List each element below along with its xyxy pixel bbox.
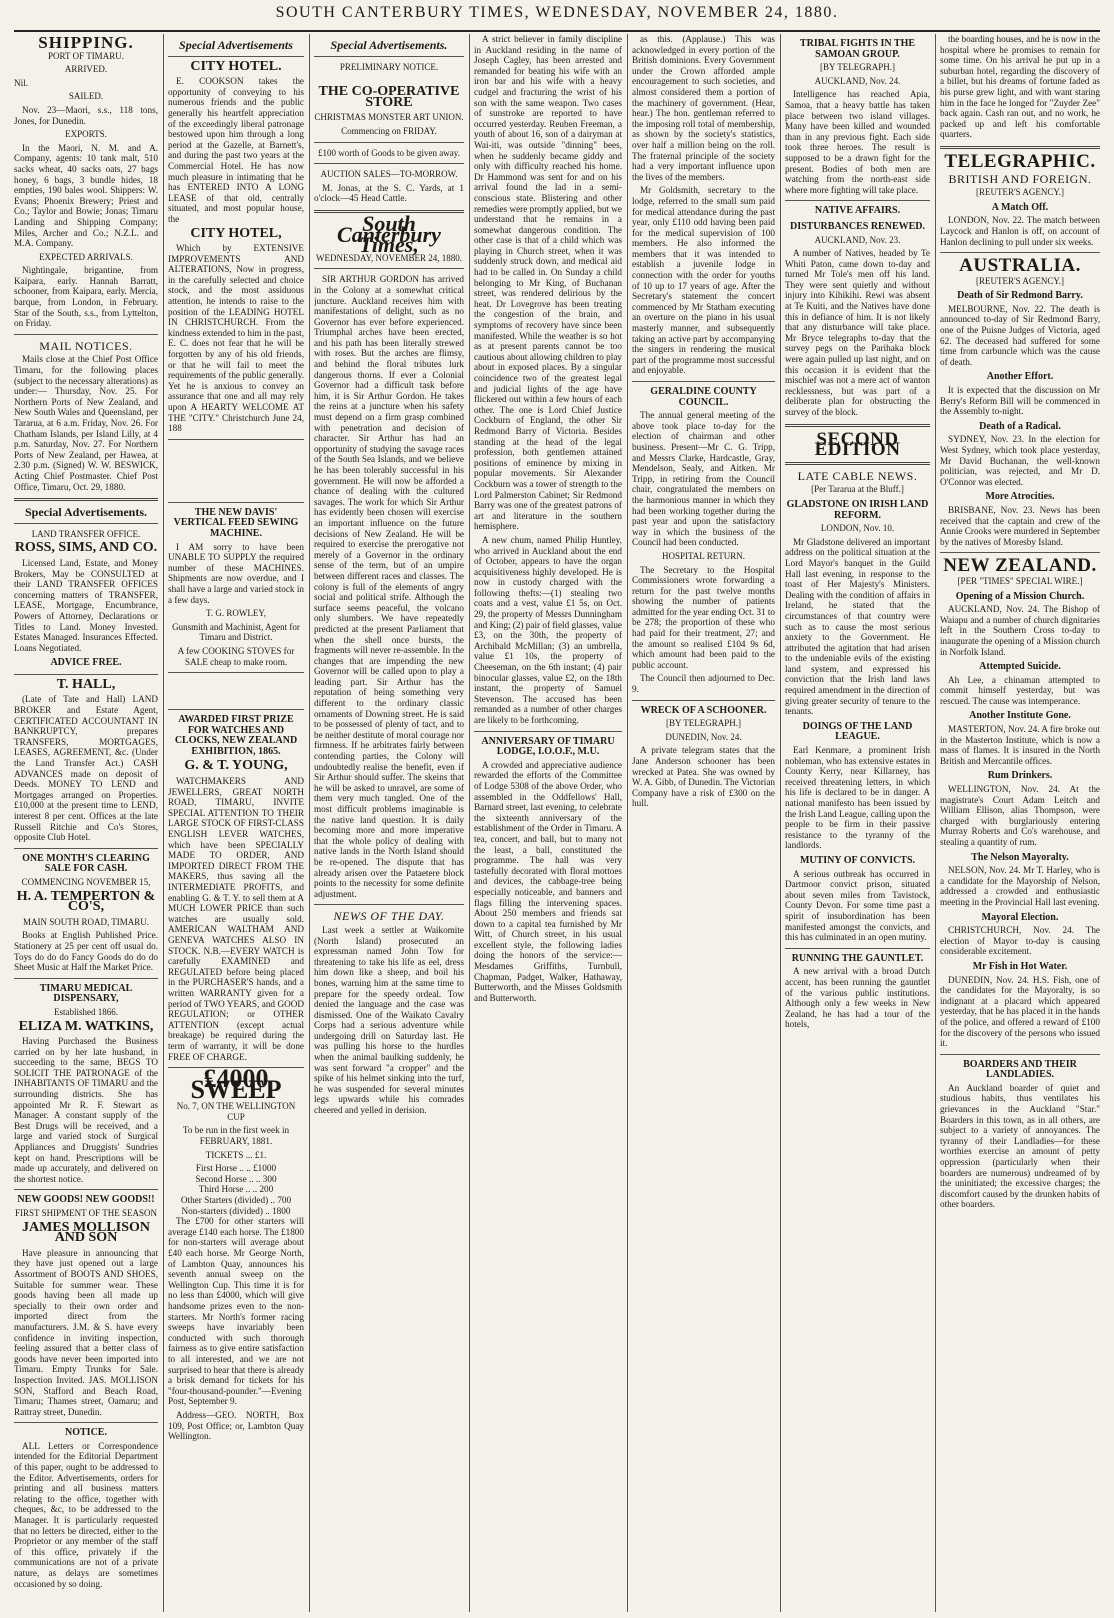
telegraphic-heading: TELEGRAPHIC. — [944, 150, 1096, 172]
column-divider — [309, 34, 310, 1612]
gladstone-date: LONDON, Nov. 10. — [820, 523, 895, 534]
land-office-heading: LAND TRANSFER OFFICE. — [31, 528, 141, 539]
fish-text: DUNEDIN, Nov. 24. H.S. Fish, one of the candidates for the Mayoralty, is so indignant at a placard which appeared yesterday, that he has placed it in the hands of the police, and offered a reward of £100 for the discovery of the persons who issued it. — [940, 974, 1100, 1049]
temperton-text: Books at English Published Price. Stationery at 25 per cent off usual do. Toys do do do Fancy Goods do do do Sheet Music at Half the Market Price. — [14, 930, 158, 973]
lodge-text: A crowded and appreciative audience rewarded the efforts of the Committee of Lodge 5308 of the above Order, who assembled in the Oddfellows' Hall, Barnard street, last evening, to celebrate the sixteenth anniversary of the establishment of the Order in Timaru. A tea, concert, and ball, but to many not the least, a ball, constituted the programme. The hall was very tastefully decorated with floral mottoes and devices, the cabbage-tree being especially noticeable, and banners and flags filling the intervening spaces. About 250 members and friends sat down to a capital tea furnished by Mr Witt, of Church street, in his usual excellent style, the following ladies doing the honors of the service:—Mesdames Griffiths, Turnbull, Chapman, Padget, Walker, Hathaway, Butterworth, and the Misses Goldsmith and Butterworth. — [474, 759, 622, 1003]
mutiny-heading: MUTINY OF CONVICTS. — [799, 854, 916, 866]
mail-heading: MAIL NOTICES. — [39, 338, 133, 353]
boarders-text: An Auckland boarder of quiet and studious habits, thus ventilates his grievances in the Auckland "Star." Boarders in this town, as in all others, are subject to a variety of annoyances. The tyranny of their Landladies—for these worthies exercise an amount of petty oppression (particularly when their boarders are numerous) undreamed of by the uninitiated; the excessive charges; the discomfort caused by the drunken habits of other boarders. — [940, 1082, 1100, 1210]
tickets-label: TICKETS ... £1. — [205, 1149, 267, 1160]
column-7 — [940, 34, 1100, 1612]
sailed-text: Nov. 23—Maori, s.s., 118 tons, Jones, for Dunedin. — [14, 104, 158, 126]
news-continued-2: A new chum, named Philip Huntley, who arrived in Auckland about the end of October, appears to have the organ acquisitiveness highly developed. He is now in custody charged with the following thefts:—(1) stealing two coats and a vest, value £1 5s, on Oct. 29, the property of Messrs Dunningham and King; (2) pair of field glasses, value £3, on the 30th, the property of Archibald McMillan; (3) an umbrella, value £1 10s, the property of Cheeseman, on the 6th instant; (4) pair binocular glasses, value £2, on the 18th instant, the property of Samuel Stevenson. The accused has been remanded as a number of other charges are likely to be forthcoming. — [474, 534, 622, 725]
column-5 — [632, 34, 775, 1612]
special-ads-heading: Special Advertisements — [179, 38, 293, 52]
fire-text: MASTERTON, Nov. 24. A fire broke out in the Masterton Institute, which is now a mass of flames. It is insured in the North British and Mercantile offices. — [940, 724, 1100, 766]
young-name: G. & T. YOUNG, — [184, 758, 288, 774]
late-cable-heading: LATE CABLE NEWS. — [797, 468, 918, 483]
dispensary-heading: TIMARU MEDICAL DISPENSARY, — [39, 982, 133, 1005]
rum-heading: Rum Drinkers. — [987, 770, 1053, 782]
sweep-text-2: The £700 for other starters will average £140 each horse. The £1800 for non-starters will average about £40 each horse. Mr George North, of Lambton Quay, announces his seventh annual sweep on the Wellington Cup. This time it is for no less than £4000, which will give handsome prizes even to the non-starters. Mr North's former racing sweeps have invariably been conducted with such thorough fairness as to give entire satisfaction to all interested, and we are not surprised to hear that there is already a brisk demand for tickets for his "four-thousand-pounder."—Evening Post, September 9. — [168, 1216, 304, 1407]
prize-row: Other Starters (divided) .. 700 — [180, 1195, 292, 1206]
reuter-agency-2: [REUTER'S AGENCY.] — [976, 275, 1064, 286]
council-heading: GERALDINE COUNTY COUNCIL. — [650, 386, 757, 408]
city-hotel-heading: CITY HOTEL. — [190, 58, 282, 74]
column-divider — [780, 34, 781, 1612]
arrived-text: Nil. — [14, 77, 29, 88]
by-telegraph: [BY TELEGRAPH.] — [820, 62, 895, 73]
second-edition-heading: SECOND EDITION — [814, 428, 901, 461]
temperton-name: H. A. TEMPERTON & CO'S, — [16, 888, 156, 915]
watkins-text: Having Purchased the Business carried on by her late husband, in succeeding to the same, BEGS TO SOLICIT THE PATRONAGE of the INHABITANTS OF TIMARU and the surrounding districts. She has appointed Mr R. F. Stewart as Manager. A constant supply of the Best Drugs will be received, and a large and varied stock of Surgical Appliances and Druggists' Sundries kept on hand. Prescriptions will be made up accurately, and delivered on the shortest notice. — [14, 1036, 158, 1184]
dispensary-established: Established 1866. — [54, 1006, 118, 1017]
auction-text: M. Jonas, at the S. C. Yards, at 1 o'clock—45 Head Cattle. — [314, 182, 464, 204]
notice-text: ALL Letters or Correspondence intended for the Editorial Department of this paper, ought to be addressed to the Editor. Advertisements, orders for printing and all business matters relating to the office, together with cheques, &c, to be addressed to the Manager. It is particularly requested that no letters be directed, either to the Proprietor or any member of the staff of this office, privately if the communications are not of a private nature, as delays are sometimes occasioned by so doing. — [14, 1440, 158, 1589]
rowley-name: T. G. ROWLEY, — [206, 608, 266, 619]
news-continued: A strict believer in family discipline in Auckland residing in the name of Joseph Cagley, has been arrested and remanded for beating his wife with an iron bar and his wife with a heavy cudgel and fracturing the wrist of his son with the same weapon. Two cases of sunstroke are reported to have occurred yesterday. Reuben Freeman, a youth of about 16, son of a dairyman at Wai-iti, was outside "dinning" bees, when he suddenly became giddy and only with difficulty reached his home. Dr Hammond was sent for and on his arrival found the lad in a semi-conscious state. Blistering and other remedies were promptly applied, but we understand that he remains in a somewhat dangerous condition. The other case is that of a child which was playing in Church street, when it was suddenly struck down, and medical aid had to be called in. On Sunday a child belonging to Mr King, of Buchanan street, was rendered delirious by the heat. Dr Lovegrove has been treating the congestion of the brain, and symptoms of recovery have since been manifested. While the weather is so hot as at present parents cannot be too cautious about allowing children to play about in exposed places. By a singular coincidence two of the greatest legal and judicial lights of the age have flickered out within a few hours of each other. The one is Lord Chief Justice Cockburn of England, the other Sir Redmond Barry of Victoria. Besides standing at the head of the legal profession, both gentlemen attained positions of eminence by mixing in popular movements. Sir Alexander Cockburn was a tower of strength to the Lord Palmerston Cabinet; Sir Redmond Barry was one of the greatest patrons of art and literature in the southern hemisphere. — [474, 34, 622, 532]
tribal-text: Intelligence has reached Apia, Samoa, that a heavy battle has taken place between two island villages. Many have been killed and wounded than in any previous fight. Each side took three heroes. The result is supposed to be a drawn fight for the present. Bodies of both men are watching from the north-east side where more fighting will take place. — [785, 89, 930, 195]
column-6 — [785, 34, 930, 1612]
top-rule — [14, 30, 1100, 32]
rowley-sub: Gunsmith and Machinist, Agent for Timaru and District. — [172, 621, 300, 643]
tribal-date: AUCKLAND, Nov. 24. — [814, 75, 901, 86]
prize-heading: AWARDED FIRST PRIZE FOR WATCHES AND CLOCKS, NEW ZEALAND EXHIBITION, 1865. — [174, 714, 298, 757]
fire-heading: Another Institute Gone. — [969, 710, 1071, 722]
effort-heading: Another Effort. — [986, 371, 1054, 383]
column-1 — [14, 34, 158, 1612]
gauntlet-continued: the boarding houses, and he is now in the hospital where he promises to remain for some time. On his arrival he put up in a suburban hotel, regarding the discovery of a billet, but his dreams of fortune faded as his purse grew light, and with want staring him in the face he longed for "Zuyder Zee" back again. Cash ran out, and no work, he packed up and left his comfortable quarters. — [940, 34, 1100, 140]
prize-row: Second Horse .. .. 300 — [195, 1173, 277, 1184]
mayoralty-heading: The Nelson Mayoralty. — [971, 851, 1069, 863]
native-text: A number of Natives, headed by Te Whiti Paton, came down to-day and turned Mr Tole's men off his land. They were sent quietly and without injury into Kihikihi. Rewi was absent at Te Kuiti, and the Natives have done this in defiance of him. It is not likely that any disturbance will take place. Mr Bryce telegraphs to-day that the survey pegs on the Parihaka block were again pulled up last night, and on this occasion it is evident that the mischief was not a mere act of wanton recklessness, but was part of a deliberate plan for obstructing the survey of the block. — [785, 248, 930, 417]
wreck-heading: WRECK OF A SCHOONER. — [640, 704, 767, 716]
city-hotel-text-2: Which by EXTENSIVE IMPROVEMENTS AND ALTERATIONS, Now in progress, in the carefully selected and choice stock, and the most assiduous attention, he intends to raise to the position of the LEADING HOTEL IN CHRISTCHURCH. From the kindness extended to him in the past, E. C. does not fear that he will be forgotten by any of his old friends, or that he will fail to meet the requirements of the public generally. Yet he is anxious to convey an assurance that one and all may rely upon A HEARTY WELCOME AT THE "CITY." Christchurch June 24, 188 — [168, 243, 304, 434]
hospital-text: The Secretary to the Hospital Commissioners wrote forwarding a return for the past twelve months showing the number of patients admitted for the year ending Oct. 31 to be 278; the proportion of these who had paid for their treatment, 27; and the amount so realised £104 9s 6d, which amount had been paid to the public account. — [632, 564, 775, 670]
column-divider — [163, 34, 164, 1612]
gauntlet-text: A new arrival with a broad Dutch accent, has been running the gauntlet of the various public institutions. Although only a few weeks in New Zealand, he has had a tour of the hotels, — [785, 966, 930, 1030]
prize-row: Third Horse .. .. 200 — [198, 1184, 274, 1195]
mollison-text: Have pleasure in announcing that they have just opened out a large Assortment of BOOTS AND SHOES, Suitable for summer wear. These goods having been all made up specially to their own order and imported direct from the manufacturers. J.M. & S. have every confidence in inviting inspection, feeling assured that a better class of goods have never been imported into Timaru. Empty Trunks for Sale. Inspection Invited. JAS. MOLLISON SON, Stafford and Beach Road, Timaru; Thames street, Oamaru; and Rattray street, Dunedin. — [14, 1247, 158, 1417]
column-divider — [469, 34, 470, 1612]
paper-title: South Canterbury Times, — [337, 210, 441, 258]
gladstone-heading: GLADSTONE ON IRISH LAND REFORM. — [786, 498, 929, 521]
match-heading: A Match Off. — [991, 201, 1049, 213]
new-goods-sub: FIRST SHIPMENT OF THE SEASON — [14, 1208, 158, 1218]
atrocities-heading: More Atrocities. — [985, 491, 1055, 503]
wreck-text: A private telegram states that the Jane Anderson schooner has been wrecked at Patea. She was owned by W. A. Gibb, of Dunedin. The Victorian Company have a risk of £300 on the hull. — [632, 745, 775, 809]
coop-text: Commencing on FRIDAY. — [341, 125, 437, 136]
per-tararua: [Per Tararua at the Bluff.] — [811, 484, 904, 495]
native-date: AUCKLAND, Nov. 23. — [814, 234, 901, 245]
coop-note: £100 worth of Goods to be given away. — [318, 147, 460, 158]
expected-label: EXPECTED ARRIVALS. — [39, 251, 133, 262]
disturbances-heading: DISTURBANCES RENEWED. — [789, 220, 926, 232]
sweep-heading: £4000 SWEEP — [190, 1064, 282, 1104]
clearing-heading: ONE MONTH'S CLEARING SALE FOR CASH. — [22, 852, 150, 875]
new-goods-heading: NEW GOODS! NEW GOODS!! — [17, 1194, 155, 1206]
coop-sub: CHRISTMAS MONSTER ART UNION. — [314, 112, 464, 123]
reuter-agency: [REUTER'S AGENCY.] — [976, 187, 1064, 198]
boarders-heading: BOARDERS AND THEIR LANDLADIES. — [963, 1058, 1077, 1081]
atrocities-text: BRISBANE, Nov. 23. News has been received that the captain and crew of the Annie Crooks were murdered in September by the natives of Moresby Island. — [940, 504, 1100, 547]
exports-text: In the Maori, N. M. and A. Company, agents: 10 tank malt, 510 sacks wheat, 40 sacks oats, 27 bags honey, 6 bags, 3 bundle hides, 18 empties, 190 bales wool. Shippers: W. Evans; Phoenix Brewery; Priest and Co.; Taylor and Bowie; Jonas; Timaru Landing and Shipping Company; Miles, Archer and Co.; N.Z.L. and M.A. Company. — [14, 142, 158, 249]
ross-text: Licensed Land, Estate, and Money Brokers, May be CONSULTED at their LAND TRANSFER OFFICES concerning matters of TRANSFER, LEASE, Mortgage, Encumbrance, Powers of Attorney, Declarations or Titles to Land. Money Invested. Estates Managed. Insurances Effected. Loans Negotiated. — [14, 557, 158, 653]
prize-row: Non-starters (divided) .. 1800 — [181, 1205, 291, 1216]
gladstone-text: Mr Gladstone delivered an important address on the political situation at the Lord Mayor's banquet in the Guild Hall last evening, in response to the toast of Her Majesty's Ministers. Dealing with the condition of affairs in Ireland, he stated that the circumstances of that country were such as to cause the most serious anxiety to the Government. He attributed the agitation that had arisen to the undeniable evils of the existing land system, and expressed his conviction that the Irish land laws required amendment in the direction of giving greater security of tenure to the tenants. — [785, 536, 930, 717]
australia-heading: AUSTRALIA. — [959, 255, 1081, 277]
prize-list — [168, 1163, 304, 1216]
new-zealand-heading: NEW ZEALAND. — [943, 555, 1097, 577]
news-heading: NEWS OF THE DAY. — [333, 909, 445, 924]
lodge-continued-2: Mr Goldsmith, secretary to the lodge, referred to the small sum paid for medical attendance during the past year, only £110 odd having been paid for the medical supervision of 100 members. He also informed the members that it was intended to establish a juvenile lodge in connection with the order for youths of 10 up to 17 years of age. After the Secretary's statement the concert commenced by Mr Statham executing an overture on the piano in his usual masterly manner, and subsequently taking an active part by accompanying the singers in rendering the musical part of the programme most successful and enjoyable. — [632, 185, 775, 376]
column-divider — [627, 34, 628, 1612]
british-foreign-heading: BRITISH AND FOREIGN. — [948, 171, 1092, 186]
stoves-text: A few COOKING STOVES for SALE cheap to make room. — [177, 645, 295, 667]
match-text: LONDON, Nov. 22. The match between Laycock and Hanlon is off, on account of Hanlon declining to pull under six weeks. — [940, 215, 1100, 247]
rum-text: WELLINGTON, Nov. 24. At the magistrate's Court Adam Leitch and William Ellison, alias Thompson, were charged with burglariously entering Murray Roberts and Co's warehouse, and stealing a quantity of rum. — [940, 784, 1100, 847]
hall-text: (Late of Tate and Hall) LAND BROKER and Estate Agent, CERTIFICATED ACCOUNTANT IN BANKRUPTCY, prepares TRANSFERS, MORTGAGES, LEASES, AGREEMENT, &c. (Under the Land Transfer Act.) CASH ADVANCES made on deposit of Deeds. MONEY TO LEND and Mortgages arranged on Properties. £10,000 at the present time to LEND, interest 8 per cent. Offices at the late Russell Ritchie and Co's Stores, opposite Club Hotel. — [14, 694, 158, 843]
mail-text: Mails close at the Chief Post Office Timaru, for the following places (subject to the necessary alterations) as under:— Thursday, Nov. 25. For Northern Ports of New Zealand, and New South Wales and Queensland, per Tararua, at 6 a.m. Friday, Nov. 26. For Chatham Islands, per Island Lilly, at 4 p.m. Saturday, Nov. 27. For Northern Ports of New Zealand, per Hawea, at 2.30 p.m. (Signed) W. W. BESWICK, Acting Chief Postmaster. Chief Post Office, Timaru, Oct. 29, 1880. — [14, 354, 158, 492]
sweep-sub: No. 7, ON THE WELLINGTON CUP — [176, 1101, 296, 1122]
suicide-text: Ah Lee, a chinaman attempted to commit himself yesterday, but was rescued. The cause was intemperance. — [940, 674, 1100, 706]
council-text: The annual general meeting of the above took place to-day for the election of chairman and other business. Present—Mr C. G. Tripp, and Messrs Clarke, Hardcastle, Gray, Mendelson, Sealy, and Aitken. Mr Tripp, in retiring from the Council chair, congratulated the members on the harmonious manner in which they had been working together during the past year and upon the satisfactory way in which the business of the Council had been conducted. — [632, 410, 775, 548]
expected-text: Nightingale, brigantine, from Kaipara, early. Hannah Barratt, schooner, from Kaipara, early. Mercia, barque, from London, in February. Star of the South, s.s., from Lyttelton, on Friday. — [14, 265, 158, 329]
native-heading: NATIVE AFFAIRS. — [814, 205, 901, 217]
watkins-name: ELIZA M. WATKINS, — [18, 1018, 154, 1034]
masthead: SOUTH CANTERBURY TIMES, WEDNESDAY, NOVEMBER 24, 1880. — [275, 4, 839, 21]
gauntlet-heading: RUNNING THE GAUNTLET. — [791, 952, 924, 964]
special-wire: [PER "TIMES" SPECIAL WIRE.] — [957, 575, 1083, 586]
leader-article: SIR ARTHUR GORDON has arrived in the Colony at a somewhat critical juncture. Auckland receives him with manifestations of delight, such as no Governor has ever before experienced. Triumphal arches have been erected, and his path has been literally strewed with roses. But the arches are flimsy, and behind the floral tributes lurk dangerous thorns. If ever a Colonial Governor had a difficult task before him, it is Sir Arthur Gordon. He takes the reins at a juncture when his safety must depend on a firm grasp combined with penetration and decision of character. Sir Arthur has had an opportunity of studying the savage races of the South Sea Islands, and we believe he has been tolerably successful in his government. He will now be afforded a chance of dealing with the cultured savages. The work for which Sir Arthur has evidently been chosen will exercise an important influence on the future decisions of New Zealand. He will be required to exercise the prerogative not merely of a Governor in the ordinary sense of the term, but of an umpire between different races and classes. The colony is full of the elements of angry social and political strife. Although the surface seems peaceful, the volcano only slumbers. We have repeatedly predicted at the present Parliament that when the shell once bursts, the fragments will never re-assemble. In the changes that are impending the new Governor will be called upon to play a leading part. Sir Arthur has the reputation of being something very different to the ordinary classic ornaments of Downing street. He is said to be possessed of plenty of tact, and to be neither destitute of moral courage nor firmness. If he arbitrates fairly between contending parties, the Colony will undoubtedly realise the benefit, even if Sir Arthur should suffer. The skeins that he will be asked to unravel, are some of them very much tangled. One of the most difficult problems imaginable is the native land question. It is daily becoming more and more imperative that the whole policy of dealing with native lands in the North Island should be re-opened. The dispute that has already arisen over the Pataetere block points to the necessity for some definite adjustment. — [314, 274, 464, 899]
league-text: Earl Kenmare, a prominent Irish nobleman, who has extensive estates in County Kerry, near Killarney, has received threatening letters, in which his life is declared to be in danger. A national manifesto has been issued by the Irish Land League, calling upon the people to be firm in their passive resistance to the tyranny of the landlords. — [785, 745, 930, 851]
hall-name: T. HALL, — [56, 676, 116, 692]
lodge-continued: as this. (Applause.) This was acknowledged in every portion of the British dominions. Every Government under the Crown afforded ample encouragement to such societies, and almost considered them a portion of the machinery of government. (Hear, hear.) The hon. gentleman referred to the imposing roll total of membership, as shown by the society's statistics, over half a million being on the roll. The fraternal principle of the society had a very important influence upon the lives of the members. — [632, 34, 775, 182]
effort-text: It is expected that the discussion on Mr Berry's Reform Bill will be commenced in the Assembly to-night. — [940, 385, 1100, 417]
barry-text: MELBOURNE, Nov. 22. The death is announced to-day of Sir Redmond Barry, one of the Puisne Judges of Victoria, aged 62. The deceased had suffered for some time from carbuncle which was the cause of death. — [940, 303, 1100, 367]
davis-heading: THE NEW DAVIS' VERTICAL FEED SEWING MACHINE. — [173, 506, 299, 539]
date-line: WEDNESDAY, NOVEMBER 24, 1880. — [315, 252, 462, 263]
sailed-label: SAILED. — [68, 91, 104, 102]
column-divider — [935, 34, 936, 1612]
mayoral-election-text: CHRISTCHURCH, Nov. 24. The election of Mayor to-day is causing considerable excitement. — [940, 925, 1100, 957]
column-3 — [314, 34, 464, 1612]
wreck-date: DUNEDIN, Nov. 24. — [665, 731, 742, 742]
fish-heading: Mr Fish in Hot Water. — [972, 960, 1068, 972]
adjourn-text: The Council then adjourned to Dec. 9. — [632, 673, 775, 695]
ross-firm-name: ROSS, SIMS, AND CO. — [14, 540, 158, 556]
sweep-text: To be run in the first week in FEBRUARY, 1881. — [182, 1125, 290, 1147]
church-heading: Opening of a Mission Church. — [955, 590, 1085, 602]
auction-heading: AUCTION SALES—TO-MORROW. — [320, 169, 458, 180]
wreck-byline: [BY TELEGRAPH.] — [666, 718, 741, 729]
temperton-address: MAIN SOUTH ROAD, TIMARU. — [22, 916, 150, 927]
league-heading: DOINGS OF THE LAND LEAGUE. — [802, 720, 913, 743]
column-4 — [474, 34, 622, 1612]
clearing-sub: COMMENCING NOVEMBER 15, — [21, 876, 151, 887]
radical-text: SYDNEY, Nov. 23. In the election for West Sydney, which took place yesterday, Mr David Buchanan, the well-known politician, was rejected, and Mr D. O'Connor was elected. — [940, 434, 1100, 487]
radical-heading: Death of a Radical. — [979, 420, 1061, 432]
sweep-address: Address—GEO. NORTH, Box 109, Post Office; or, Lambton Quay Wellington. — [168, 1409, 304, 1442]
suicide-heading: Attempted Suicide. — [979, 661, 1061, 673]
young-text: WATCHMAKERS AND JEWELLERS, GREAT NORTH ROAD, TIMARU, INVITE SPECIAL ATTENTION TO THEIR LARGE STOCK OF FIRST-CLASS ENGLISH LEVER WATCHES, which have been SPECIALLY MADE TO ORDER, AND IMPORTED DIRECT FROM THE MAKERS, thus saving all the INTERMEDIATE PROFITS, and enabling G. & T. Y. to sell them at A MUCH LOWER PRICE than such watches are usually sold. AMERICAN WALTHAM AND GENEVA WATCHES ALSO IN STOCK. N.B.—EVERY WATCH is carefully EXAMINED and REGULATED before being placed in the PURCHASER'S hands, and a written WARRANTY given for a period of TWO YEARS, and GOOD REGULATION; or OTHER ATTENTION (except actual breakage) be required during the term of warranty, it will be done FREE OF CHARGE. — [168, 776, 304, 1062]
news-text: Last week a settler at Waikomite (North Island) prosecuted an expressman named John Tow for threatening to take his life as eel, dress him down like a sheep, and boil his bones, warning him at the same time to prepare for the speedy ordeal. Tow denied the language and the case was dismissed. One of the Waikato Cavalry Corps had a serious adventure while undergoing drill on Saturday last. He was pulling his horse to the hurdles when the animal baulking suddenly, he was sent forward "a cropper" and the spike of his helmet sinking into the turf, he was suspended for several minutes legs upwards while his comrades cheered and yelled in derision. — [314, 924, 464, 1116]
port-heading: PORT OF TIMARU. — [48, 50, 124, 61]
city-hotel-heading-2: CITY HOTEL, — [190, 225, 282, 241]
mutiny-text: A serious outbreak has occurred in Dartmoor convict prison, situated about seven miles from Tavistock, County Devon. For some time past a spirit of insubordination has been manifested amongst the convicts, and this has culminated in an open mutiny. — [785, 868, 930, 943]
mayoral-election-heading: Mayoral Election. — [981, 911, 1059, 923]
exports-label: EXPORTS. — [65, 129, 107, 140]
mollison-name: JAMES MOLLISON AND SON — [22, 1219, 150, 1246]
coop-store-heading: THE CO-OPERATIVE STORE — [318, 84, 460, 110]
tribal-heading: TRIBAL FIGHTS IN THE SAMOAN GROUP. — [799, 38, 916, 60]
notice-heading: NOTICE. — [65, 1427, 107, 1439]
advice-free: ADVICE FREE. — [50, 657, 122, 669]
column-2 — [168, 34, 304, 1612]
prize-row: First Horse .. .. £1000 — [195, 1163, 277, 1174]
barry-heading: Death of Sir Redmond Barry. — [957, 290, 1083, 302]
arrived-label: ARRIVED. — [64, 64, 108, 75]
special-ads-heading: Special Advertisements. — [330, 38, 448, 52]
mayoralty-text: NELSON, Nov. 24. Mr T. Harley, who is a candidate for the Mayorship of Nelson, addressed a crowded and enthusiastic meeting in the Provincial Hall last evening. — [940, 865, 1100, 907]
preliminary-notice: PRELIMINARY NOTICE. — [339, 61, 439, 72]
hospital-heading: HOSPITAL RETURN. — [662, 550, 745, 561]
davis-text: I AM sorry to have been UNABLE TO SUPPLY the required number of these MACHINES. Shipments are now overdue, and I shall have a large and varied stock in a few days. — [168, 541, 304, 605]
special-ads-heading: Special Advertisements. — [25, 505, 147, 520]
city-hotel-text: E. COOKSON takes the opportunity of conveying to his numerous friends and the public generally his heartfelt appreciation of the exceedingly liberal patronage bestowed upon him through a long period at the Gazelle, at Barnett's, and during the past two years at the Commercial Hotel. He has now much pleasure in intimating that he has ENTERED INTO A LONG LEASE of that old, centrally situated, and most popular house, the — [168, 76, 304, 224]
shipping-heading: SHIPPING. — [38, 34, 134, 52]
church-text: AUCKLAND, Nov. 24. The Bishop of Waiapu and a number of church dignitaries left in the Southern Cross to-day to inaugurate the opening of a Mission church in Norfolk Island. — [940, 604, 1100, 657]
lodge-heading: ANNIVERSARY OF TIMARU LODGE, I.O.O.F., M.U. — [481, 735, 615, 758]
